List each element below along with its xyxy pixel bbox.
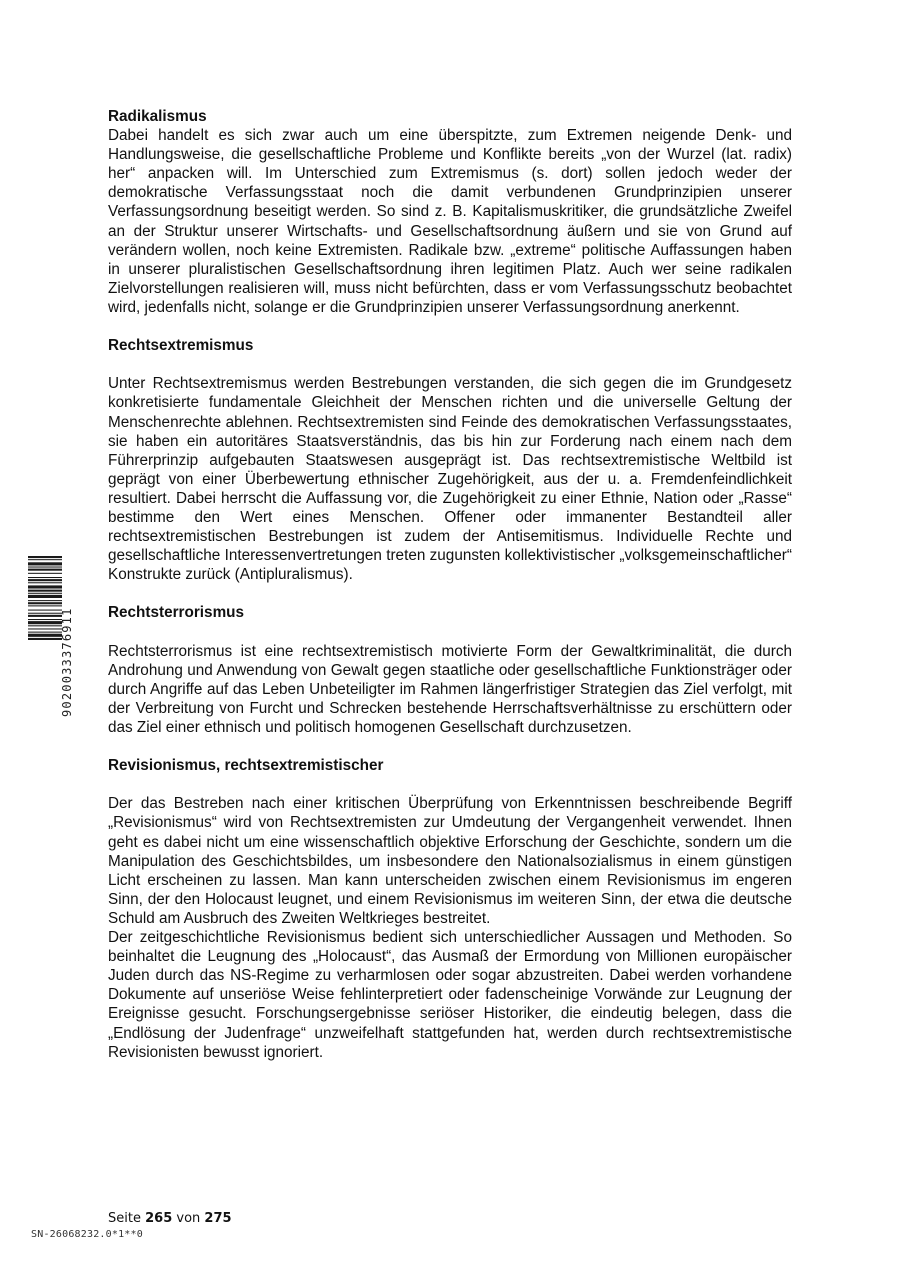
document-body	[108, 107, 792, 1062]
paragraph-rechtsextremismus: Unter Rechtsextremismus werden Bestrebungen verstanden, die sich gegen die im Grundgesetz konkretisierte fundamentale Gleichheit der Menschen richten und die universelle Geltung der Menschenrechte ablehnen. Rechtsextremisten sind Feinde des demokratischen Verfassungsstaates, sie haben ein autoritäres Staatsverständnis, das bis hin zur Forderung nach einem nach dem Führerprinzip aufgebauten Staatswesen ausgeprägt ist. Das rechtsextremistische Weltbild ist geprägt von einer Überbewertung ethnischer Zugehörigkeit, aus der u. a. Fremdenfeindlichkeit resultiert. Dabei herrscht die Auffassung vor, die Zugehörigkeit zu einer Ethnie, Nation oder „Rasse“ bestimme den Wert eines Menschen. Offener oder immanenter Bestandteil aller rechtsextremistischen Bestrebungen ist zudem der Antisemitismus. Individuelle Rechte und gesellschaftliche Interessenvertretungen treten zugunsten kollektivistischer „volksgemeinschaftlicher“ Konstrukte zurück (Antipluralismus).	[108, 375, 792, 584]
section-heading-rechtsterrorismus: Rechtsterrorismus	[108, 604, 245, 622]
page-footer	[108, 1211, 232, 1226]
paragraph-revisionismus-2: Der zeitgeschichtliche Revisionismus bedient sich unterschiedlicher Aussagen und Methoden. So beinhaltet die Leugnung des „Holocaust“, das Ausmaß der Ermordung von Millionen europäischer Juden durch das NS-Regime zu verharmlosen oder sogar abzustreiten. Dabei werden vorhandene Dokumente auf unseriöse Weise fehlinterpretiert oder fadenscheinige Vorwände zur Leugnung der Ereignisse gesucht. Forschungsergebnisse seriöser Historiker, die eindeutig belegen, dass die „Endlösung der Judenfrage“ unzweifelhaft stattgefunden hat, werden durch rechtsextremistische Revisionisten bewusst ignoriert.	[108, 929, 792, 1061]
barcode-number: 9020033376911	[60, 607, 74, 717]
section-heading-rechtsextremismus: Rechtsextremismus	[108, 337, 254, 355]
paragraph-rechtsterrorismus: Rechtsterrorismus ist eine rechtsextremistisch motivierte Form der Gewaltkriminalität, die durch Androhung und Anwendung von Gewalt gegen staatliche oder gesellschaftliche Funktionsträger oder durch Angriffe auf das Leben Unbeteiligter im Rahmen längerfristiger Strategien das Ziel verfolgt, mit der Verbreitung von Furcht und Schrecken bestehende Herrschaftsverhältnisse zu erschüttern oder das Ziel einer ethnisch und politisch homogenen Gesellschaft durchzusetzen.	[108, 642, 792, 736]
page-label: Seite	[108, 1211, 141, 1226]
section-heading-radikalismus: Radikalismus	[108, 108, 207, 125]
page-current: 265	[145, 1211, 173, 1226]
page-sep: von	[176, 1211, 201, 1226]
paragraph-radikalismus: Dabei handelt es sich zwar auch um eine überspitzte, zum Extremen neigende Denk- und Handlungsweise, die gesellschaftliche Probleme und Konflikte bereits „von der Wurzel (lat. radix) her“ anpacken will. Im Unterschied zum Extremismus (s. dort) sollen jedoch weder der demokratische Verfassungsstaat noch die damit verbundenen Grundprinzipien unserer Verfassungsordnung beseitigt werden. So sind z. B. Kapitalismuskritiker, die grundsätzliche Zweifel an der Struktur unserer Wirtschafts- und Gesellschaftsordnung äußern und sie von Grund auf verändern wollen, noch keine Extremisten. Radikale bzw. „extreme“ politische Auffassungen haben in unserer pluralistischen Gesellschaftsordnung ihren legitimen Platz. Auch wer seine radikalen Zielvorstellungen realisieren will, muss nicht befürchten, dass er vom Verfassungsschutz beobachtet wird, jedenfalls nicht, solange er die Grundprinzipien unserer Verfassungsordnung anerkennt.	[108, 127, 792, 316]
section-heading-revisionismus: Revisionismus, rechtsextremistischer	[108, 757, 384, 775]
barcode-icon	[28, 556, 62, 716]
page-total: 275	[204, 1211, 232, 1226]
paragraph-revisionismus-1: Der das Bestreben nach einer kritischen Überprüfung von Erkenntnissen beschreibende Begriff „Revisionismus“ wird von Rechtsextremisten zur Umdeutung der Vergangenheit verwendet. Ihnen geht es dabei nicht um eine wissenschaftlich objektive Erforschung der Geschichte, sondern um die Manipulation des Geschichtsbildes, um insbesondere den Nationalsozialismus in einem günstigen Licht erscheinen zu lassen. Man kann unterscheiden zwischen einem Revisionismus im engeren Sinn, der den Holocaust leugnet, und einem Revisionismus im weiteren Sinn, der etwa die deutsche Schuld am Ausbruch des Zweiten Weltkrieges bestreitet.	[108, 795, 792, 927]
document-id: SN-26068232.0*1**0	[31, 1229, 143, 1240]
